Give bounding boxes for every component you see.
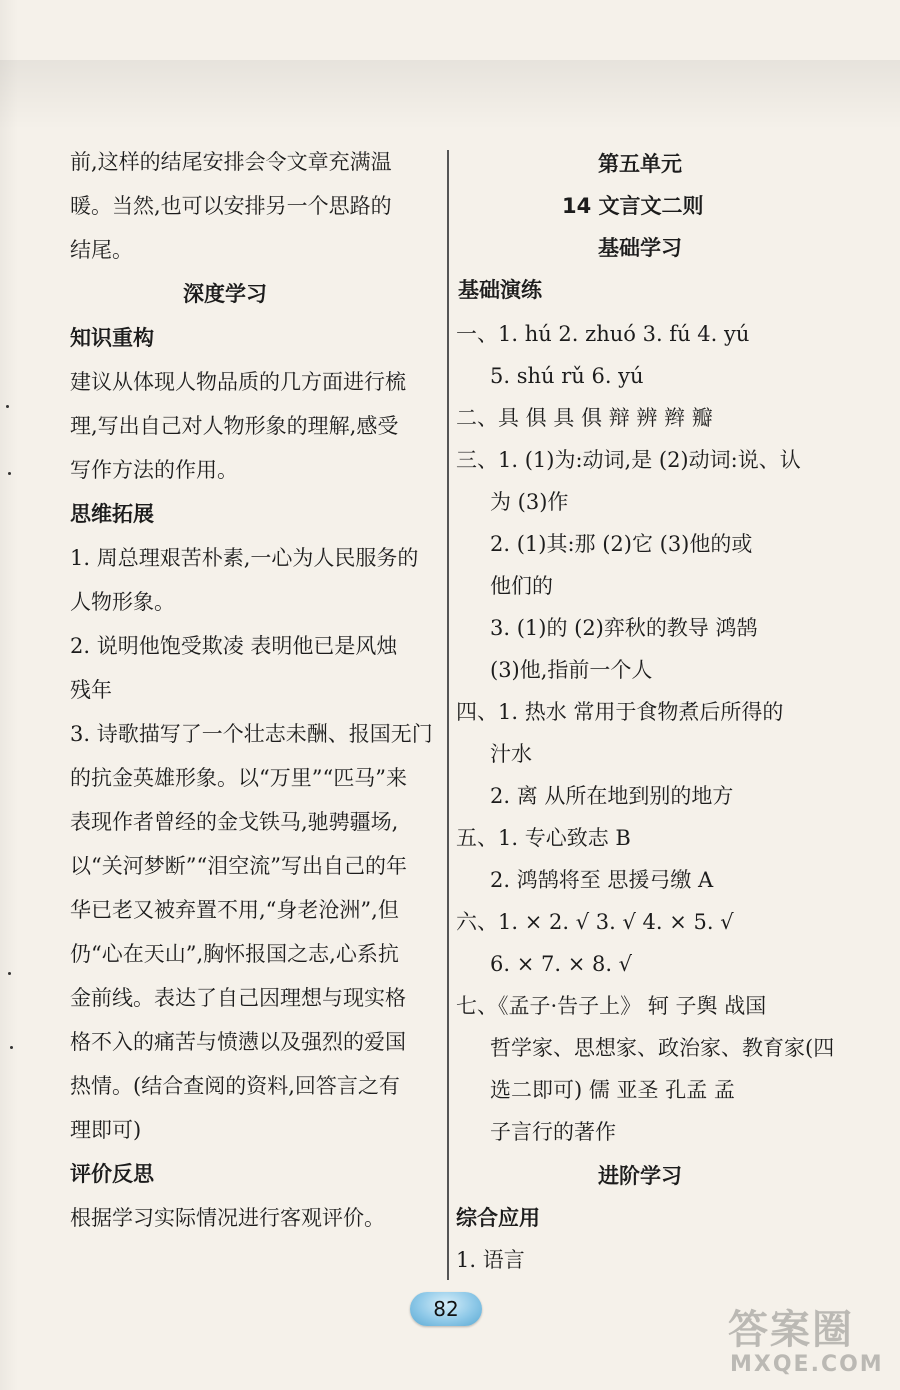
page-top-shade: [0, 60, 900, 130]
knowledge-line: 建议从体现人物品质的几方面进行梳: [70, 370, 406, 394]
thinking-line: 理即可): [70, 1118, 142, 1142]
thinking-line: 3. 诗歌描写了一个壮志未酬、报国无门: [70, 722, 433, 746]
answer-line: 为 (3)作: [490, 490, 569, 514]
thinking-line: 仍“心在天山”,胸怀报国之志,心系抗: [70, 942, 399, 966]
answer-line: 5. shú rǔ 6. yú: [490, 364, 644, 388]
answer-line: 哲学家、思想家、政治家、教育家(四: [490, 1036, 835, 1060]
answer-line: 七、《孟子·告子上》 轲 子舆 战国: [456, 994, 767, 1018]
print-speck: [8, 972, 11, 975]
answer-line: 2. 离 从所在地到别的地方: [490, 784, 734, 808]
answer-line: 四、1. 热水 常用于食物煮后所得的: [456, 700, 784, 724]
intro-line: 前,这样的结尾安排会令文章充满温: [70, 150, 392, 174]
answer-line: 3. (1)的 (2)弈秋的教导 鸿鹄: [490, 616, 758, 640]
answer-line: 2. 鸿鹄将至 思援弓缴 A: [490, 868, 714, 892]
heading-basic-practice: 基础演练: [458, 278, 542, 302]
thinking-line: 残年: [70, 678, 112, 702]
column-divider: [447, 150, 449, 1280]
print-speck: [8, 472, 11, 475]
heading-reflection: 评价反思: [70, 1162, 154, 1186]
answer-line: 一、1. hú 2. zhuó 3. fú 4. yú: [456, 322, 750, 346]
knowledge-line: 写作方法的作用。: [70, 458, 238, 482]
thinking-line: 热情。(结合查阅的资料,回答言之有: [70, 1074, 400, 1098]
page-edge-shade: [0, 0, 18, 1390]
answer-line: 他们的: [490, 574, 553, 598]
watermark-logo: [720, 1290, 900, 1390]
basic-learning-title: 基础学习: [598, 236, 682, 260]
intro-line: 结尾。: [70, 238, 133, 262]
print-speck: [6, 405, 9, 408]
thinking-line: 华已老又被弃置不用,“身老沧洲”,但: [70, 898, 399, 922]
intro-line: 暖。当然,也可以安排另一个思路的: [70, 194, 392, 218]
unit-title: 第五单元: [598, 152, 682, 176]
watermark-url: MXQE.COM: [730, 1352, 884, 1377]
lesson-title: 14 文言文二则: [562, 194, 704, 218]
answer-line: 五、1. 专心致志 B: [456, 826, 631, 850]
page-number: 82: [410, 1292, 482, 1326]
answer-line: 选二即可) 儒 亚圣 孔孟 孟: [490, 1078, 735, 1102]
heading-knowledge: 知识重构: [70, 326, 154, 350]
thinking-line: 人物形象。: [70, 590, 175, 614]
answer-line: 子言行的著作: [490, 1120, 616, 1144]
print-speck: [10, 1046, 13, 1049]
advanced-learning-title: 进阶学习: [598, 1164, 682, 1188]
heading-applied: 综合应用: [456, 1206, 540, 1230]
answer-line: (3)他,指前一个人: [490, 658, 653, 682]
thinking-line: 格不入的痛苦与愤懑以及强烈的爱国: [70, 1030, 406, 1054]
heading-thinking: 思维拓展: [70, 502, 154, 526]
knowledge-line: 理,写出自己对人物形象的理解,感受: [70, 414, 399, 438]
watermark-text: 答案圈: [728, 1307, 854, 1353]
thinking-line: 表现作者曾经的金戈铁马,驰骋疆场,: [70, 810, 399, 834]
section-title-deep-learning: 深度学习: [183, 282, 267, 306]
answer-line: 2. (1)其:那 (2)它 (3)他的或: [490, 532, 753, 556]
reflection-text: 根据学习实际情况进行客观评价。: [70, 1206, 385, 1230]
thinking-line: 以“关河梦断”“泪空流”写出自己的年: [70, 854, 407, 878]
applied-line: 1. 语言: [456, 1248, 525, 1272]
answer-line: 二、具 俱 具 俱 辩 辨 辫 瓣: [456, 406, 713, 430]
answer-line: 六、1. × 2. √ 3. √ 4. × 5. √: [456, 910, 734, 934]
answer-line: 三、1. (1)为:动词,是 (2)动词:说、认: [456, 448, 801, 472]
thinking-line: 金前线。表达了自己因理想与现实格: [70, 986, 406, 1010]
answer-line: 汁水: [490, 742, 532, 766]
thinking-line: 2. 说明他饱受欺凌 表明他已是风烛: [70, 634, 398, 658]
answer-line: 6. × 7. × 8. √: [490, 952, 633, 976]
thinking-line: 1. 周总理艰苦朴素,一心为人民服务的: [70, 546, 419, 570]
thinking-line: 的抗金英雄形象。以“万里”“匹马”来: [70, 766, 407, 790]
